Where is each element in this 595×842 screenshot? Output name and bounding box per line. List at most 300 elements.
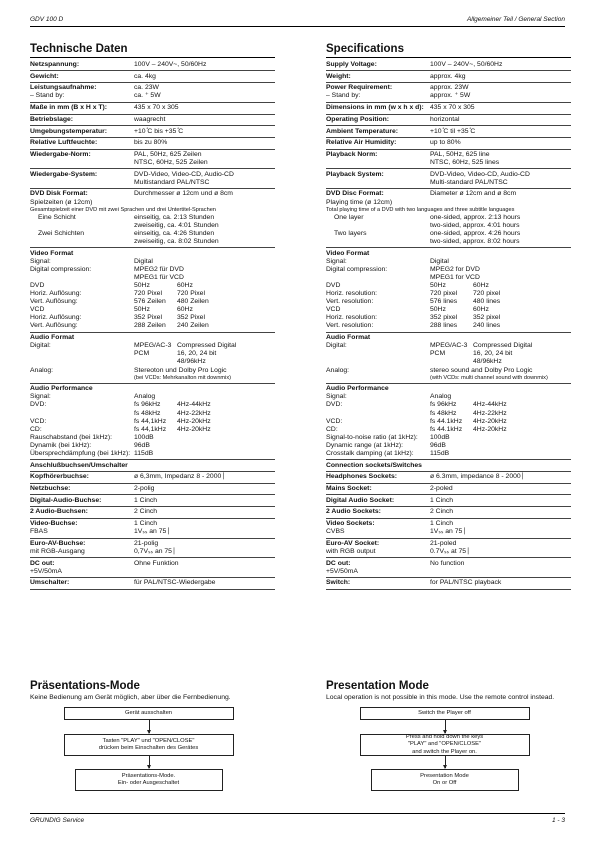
spec-value: 96dB: [430, 441, 446, 449]
spec-value: 1Vₛₛ an 75 ⎸: [134, 528, 175, 536]
spec-label: DC out:: [326, 559, 351, 567]
spec-row: [30, 159, 275, 167]
section-title: Technische Daten: [30, 41, 275, 58]
spec-row: [30, 179, 275, 187]
spec-label: mit RGB-Ausgang: [30, 547, 85, 555]
spec-label: [326, 410, 430, 418]
spec-row: [326, 528, 571, 536]
spec-value: [430, 314, 571, 322]
spec-label: Gewicht:: [30, 72, 59, 80]
spec-value-part: 352 pixel: [473, 314, 501, 322]
spec-label: Digital:: [326, 342, 347, 350]
spec-label: [30, 238, 134, 246]
spec-value: Multi-standard PAL/NTSC: [430, 178, 508, 186]
spec-label: Relative Air Humidity:: [326, 139, 397, 147]
flow-step-text: "PLAY" and "OPEN/CLOSE": [407, 741, 482, 748]
spec-label: Eine Schicht: [38, 213, 76, 221]
spec-column-german: [30, 41, 275, 590]
spec-row: [326, 247, 571, 257]
spec-value: 1 Cinch: [134, 520, 158, 528]
spec-label: Crosstalk damping (at 1kHz):: [326, 449, 414, 457]
spec-value: [134, 298, 275, 306]
spec-label: Playback Norm:: [326, 150, 378, 158]
spec-value: [430, 462, 571, 470]
spec-label: Digital-Audio-Buchse:: [30, 496, 102, 504]
spec-value: MPEG2 for DVD: [430, 265, 480, 273]
spec-label: Dynamic range (at 1kHz):: [326, 441, 404, 449]
spec-label: – Stand by:: [30, 92, 65, 100]
spec-label: Signal:: [30, 393, 51, 401]
spec-label: VCD:: [30, 417, 47, 425]
spec-label: Weight:: [326, 72, 351, 80]
presentation-description: Local operation is not possible in this mode. Use the remote control instead.: [326, 694, 555, 701]
spec-value-part: 352 Pixel: [134, 314, 162, 322]
spec-row: [326, 322, 571, 330]
spec-row: [30, 222, 275, 230]
spec-value: [134, 401, 275, 409]
spec-value: [430, 418, 571, 426]
spec-value-part: 60Hz: [473, 282, 489, 289]
spec-row: [326, 82, 571, 92]
spec-row: [326, 450, 571, 458]
spec-label: Digital Audio Socket:: [326, 496, 395, 504]
spec-label: [30, 159, 134, 167]
spec-row: [326, 410, 571, 418]
spec-label: Umgebungstemperatur:: [30, 127, 108, 135]
spec-label: Two layers: [334, 229, 367, 237]
presentation-flowchart: [30, 702, 275, 812]
spec-row: [326, 577, 571, 590]
spec-label: Vert. Auflösung:: [30, 322, 78, 330]
spec-row: [326, 442, 571, 450]
spec-row: [30, 577, 275, 590]
spec-label: Total playing time of a DVD with two languages and three subtitle languages: [326, 206, 515, 213]
flow-step-text: Tasten "PLAY" und "OPEN/CLOSE": [102, 737, 195, 744]
spec-label: Horiz. resolution:: [326, 290, 377, 298]
spec-value-part: 4Hz-44kHz: [473, 401, 507, 409]
spec-value: Analog: [134, 393, 156, 401]
spec-row: [30, 393, 275, 401]
spec-label: [30, 350, 134, 358]
flow-arrow-icon: [149, 756, 150, 768]
flow-step-box: [360, 707, 530, 720]
spec-value: Stereoton und Dolby Pro Logic: [134, 366, 227, 374]
spec-label: Wiedergabe-Norm:: [30, 150, 91, 158]
spec-value-part: 480 Zeilen: [177, 298, 209, 306]
spec-value: one-sided, approx. 2:13 hours: [430, 213, 521, 221]
spec-row: [30, 426, 275, 434]
spec-label: CD:: [30, 425, 42, 433]
spec-value: Multistandard PAL/NTSC: [134, 178, 210, 186]
spec-value: [134, 342, 275, 350]
spec-label: Supply Voltage:: [326, 61, 377, 68]
spec-label: DVD: [30, 282, 45, 289]
spec-value-part: 48/96kHz: [473, 358, 502, 366]
spec-row: [326, 332, 571, 342]
spec-value: [430, 568, 571, 576]
spec-label: Euro-AV Socket:: [326, 539, 380, 547]
footer-page-number: 1 - 3: [551, 817, 565, 824]
spec-row: [326, 306, 571, 314]
presentation-mode-english: [326, 679, 571, 812]
spec-value-part: PCM: [134, 350, 150, 358]
flow-step-text: Presentation Mode: [420, 772, 469, 779]
spec-value: MPEG1 für VCD: [134, 273, 184, 281]
spec-value: [430, 334, 571, 342]
spec-value: [430, 250, 571, 258]
header-model: GDV 100 D: [30, 16, 64, 23]
spec-value: [134, 290, 275, 298]
spec-value: [134, 568, 275, 576]
spec-value-part: 48/96kHz: [177, 358, 206, 366]
flow-step-text: Präsentations-Mode.: [121, 772, 176, 779]
spec-row: [326, 266, 571, 274]
spec-value: waagrecht: [134, 115, 166, 123]
section-title: Specifications: [326, 41, 571, 58]
spec-label: Zwei Schichten: [38, 229, 85, 237]
spec-row: [30, 230, 275, 238]
spec-row: [30, 548, 275, 556]
spec-value: 2 Cinch: [134, 508, 158, 516]
flow-step-text: drücken beim Einschalten des Gerätes: [98, 745, 199, 751]
spec-value: ø 6.3mm, impedance 8 - 2000 ⎸: [430, 473, 530, 481]
spec-label: [326, 350, 430, 358]
spec-row: [326, 274, 571, 282]
spec-value: [134, 462, 275, 470]
spec-row: [326, 548, 571, 556]
spec-label: FBAS: [30, 528, 48, 536]
spec-value: Digital: [430, 257, 449, 265]
spec-value-part: 352 Pixel: [177, 314, 205, 322]
spec-value: Digital: [134, 257, 153, 265]
spec-label: CVBS: [326, 528, 345, 536]
spec-label: Übersprechdämpfung (bei 1kHz):: [30, 449, 131, 457]
spec-row: [30, 70, 275, 80]
spec-row: [30, 442, 275, 450]
spec-value-part: Compressed Digital: [177, 342, 237, 350]
spec-row: [30, 314, 275, 322]
spec-label: Umschalter:: [30, 579, 70, 587]
spec-value-part: 60Hz: [177, 306, 193, 314]
spec-label: Relative Luftfeuchte:: [30, 139, 98, 147]
spec-label: DVD Disk Format:: [30, 190, 88, 198]
spec-row: [30, 518, 275, 528]
spec-label: Operating Position:: [326, 115, 390, 123]
spec-value: [134, 306, 275, 314]
spec-row: [326, 342, 571, 350]
spec-row: [30, 332, 275, 342]
flow-step-box: [371, 769, 519, 791]
spec-row: [30, 282, 275, 290]
spec-value: [430, 282, 571, 290]
spec-row: [30, 401, 275, 409]
spec-label: One layer: [334, 213, 364, 221]
spec-rows: [326, 61, 571, 590]
spec-row: [326, 393, 571, 401]
spec-row: [30, 506, 275, 516]
spec-value-part: 60Hz: [473, 306, 489, 314]
spec-label: Dimensions in mm (w x h x d):: [326, 104, 424, 112]
spec-value: PAL, 50Hz, 625 Zeilen: [134, 150, 202, 158]
spec-value-part: 240 lines: [473, 322, 501, 330]
spec-value: [430, 199, 571, 207]
spec-row: [30, 290, 275, 298]
spec-value-part: 576 Zeilen: [134, 298, 166, 306]
spec-value: approx. 23W: [430, 84, 469, 92]
spec-value: [514, 207, 571, 214]
spec-value-part: 720 Pixel: [177, 290, 205, 298]
presentation-title: Presentation Mode: [326, 680, 429, 692]
spec-value: [430, 401, 571, 409]
flow-arrow-icon: [445, 720, 446, 733]
spec-label: Audio Format: [326, 334, 371, 342]
spec-label: Digital compression:: [30, 265, 92, 273]
spec-value: [134, 385, 275, 393]
spec-row: [30, 266, 275, 274]
spec-label: Connection sockets/Switches: [326, 461, 422, 469]
spec-label: Horiz. Auflösung:: [30, 314, 82, 322]
spec-value-part: fs 48kHz: [134, 409, 161, 417]
spec-row: [326, 557, 571, 567]
spec-row: [30, 82, 275, 92]
spec-label: Horiz. resolution:: [326, 314, 377, 322]
spec-value-part: 50Hz: [134, 282, 150, 289]
spec-label: Headphones Sockets:: [326, 473, 398, 481]
spec-value: 435 x 70 x 305: [430, 104, 475, 112]
spec-label: [30, 222, 134, 230]
spec-value: 115dB: [430, 449, 450, 457]
spec-label: Netzbuchse:: [30, 485, 71, 493]
spec-value-part: fs 44.1kHz: [430, 417, 463, 425]
spec-row: [326, 506, 571, 516]
spec-value: No function: [430, 559, 465, 567]
spec-row: [326, 207, 571, 214]
spec-label: Audio Performance: [326, 385, 389, 393]
spec-value-part: 16, 20, 24 bit: [177, 350, 217, 358]
spec-value: 1Vₛₛ an 75 ⎸: [430, 528, 471, 536]
spec-value-part: MPEG/AC-3: [134, 342, 172, 350]
spec-row: [326, 418, 571, 426]
spec-row: [326, 230, 571, 238]
spec-value-part: 60Hz: [177, 282, 193, 289]
presentation-description: Keine Bedienung am Gerät möglich, aber über die Fernbedienung.: [30, 694, 231, 701]
spec-value-part: Compressed Digital: [473, 342, 533, 350]
spec-label: with RGB output: [326, 547, 376, 555]
spec-value: [430, 290, 571, 298]
spec-value-part: 720 pixel: [430, 290, 458, 298]
spec-rows: [30, 61, 275, 590]
spec-label: Signal-to-noise ratio (at 1kHz):: [326, 433, 418, 441]
spec-label: Video Sockets:: [326, 520, 375, 528]
flow-step-text: Switch the Player off: [418, 709, 471, 716]
presentation-flowchart: [326, 702, 571, 812]
spec-value: [134, 358, 275, 366]
spec-label: Wiedergabe-System:: [30, 170, 98, 178]
spec-value: 1 Cinch: [430, 520, 454, 528]
spec-value-part: fs 44,1kHz: [134, 425, 167, 433]
presentation-mode-german: [30, 679, 275, 812]
spec-value-part: 288 Zeilen: [134, 322, 166, 330]
spec-value: ø 6,3mm, Impedanz 8 - 2000 ⎸: [134, 473, 230, 481]
spec-label: Gesamtspielzeit einer DVD mit zwei Sprachen und drei Untertitel-Sprachen: [30, 206, 216, 213]
spec-row: [326, 538, 571, 548]
spec-row: [326, 125, 571, 135]
spec-value: [134, 314, 275, 322]
spec-value: Durchmesser ø 12cm und ø 8cm: [134, 190, 233, 198]
spec-value: [430, 426, 571, 434]
spec-value: +10 ̊C til +35 ̊C: [430, 127, 476, 135]
spec-value: [430, 298, 571, 306]
spec-value: [134, 250, 275, 258]
spec-value-part: 480 lines: [473, 298, 501, 306]
spec-label: [30, 274, 134, 282]
spec-label: Betriebslage:: [30, 115, 74, 123]
spec-row: [30, 322, 275, 330]
spec-value: (with VCDs: multi channel sound with downmix): [430, 374, 548, 381]
spec-value-part: MPEG/AC-3: [430, 342, 468, 350]
spec-value: 1 Cinch: [134, 496, 158, 504]
spec-row: [30, 418, 275, 426]
spec-row: [326, 214, 571, 222]
spec-label: Video-Buchse:: [30, 520, 78, 528]
spec-row: [326, 314, 571, 322]
spec-value: 100V – 240V~, 50/60Hz: [134, 61, 207, 68]
spec-value: 2-polig: [134, 485, 155, 493]
spec-value: 0,7Vₛₛ an 75 ⎸: [134, 547, 181, 555]
spec-value-part: fs 44.1kHz: [430, 425, 463, 433]
spec-value-part: 4Hz-22kHz: [177, 409, 211, 417]
spec-row: [30, 483, 275, 493]
spec-value: zweiseitig, ca. 8:02 Stunden: [134, 237, 219, 245]
spec-row: [30, 342, 275, 350]
spec-value: Ohne Funktion: [134, 559, 179, 567]
spec-value-part: 50Hz: [430, 306, 446, 314]
spec-row: [30, 450, 275, 458]
presentation-title: Präsentations-Mode: [30, 680, 140, 692]
spec-value: zweiseitig, ca. 4:01 Stunden: [134, 221, 219, 229]
spec-value: ca. 23W: [134, 84, 159, 92]
spec-value: Analog: [430, 393, 452, 401]
spec-row: [326, 114, 571, 124]
spec-value: [430, 350, 571, 358]
spec-value: NTSC, 60Hz, 525 Zeilen: [134, 159, 208, 166]
spec-row: [326, 426, 571, 434]
spec-value: [134, 350, 275, 358]
spec-label: Digital compression:: [326, 265, 388, 273]
flow-step-text: Ein- oder Ausgeschaltet: [117, 780, 180, 786]
spec-label: Vert. Auflösung:: [30, 298, 78, 306]
spec-row: [326, 471, 571, 481]
spec-row: [30, 410, 275, 418]
spec-label: VCD:: [326, 417, 343, 425]
spec-label: 2 Audio-Buchsen:: [30, 508, 88, 516]
spec-row: [326, 238, 571, 246]
spec-label: +5V/50mA: [30, 567, 62, 575]
spec-row: [326, 92, 571, 100]
spec-value-part: 288 lines: [430, 322, 458, 330]
spec-row: [30, 471, 275, 481]
spec-value: [134, 282, 275, 290]
spec-row: [326, 199, 571, 207]
spec-row: [30, 383, 275, 393]
spec-value: 0.7Vₛₛ at 75 ⎸: [430, 547, 475, 555]
spec-label: Euro-AV-Buchse:: [30, 539, 86, 547]
spec-label: [30, 375, 134, 382]
spec-value-part: 4Hz-20kHz: [473, 425, 507, 433]
spec-row: [326, 61, 571, 69]
spec-row: [326, 375, 571, 382]
spec-row: [30, 247, 275, 257]
spec-label: Maße in mm (B x H x T):: [30, 104, 108, 112]
spec-row: [326, 459, 571, 469]
spec-value-part: 720 Pixel: [134, 290, 162, 298]
spec-row: [30, 538, 275, 548]
spec-row: [30, 367, 275, 375]
spec-row: [326, 137, 571, 147]
spec-label: Dynamik (bei 1kHz):: [30, 441, 92, 449]
spec-label: DC out:: [30, 559, 55, 567]
spec-row: [30, 557, 275, 567]
spec-row: [30, 528, 275, 536]
spec-label: [30, 358, 134, 366]
spec-label: Signal:: [30, 257, 51, 265]
spec-value-part: 352 pixel: [430, 314, 458, 322]
spec-row: [30, 188, 275, 198]
spec-value-part: 50Hz: [430, 282, 446, 289]
spec-row: [326, 434, 571, 442]
spec-row: [30, 114, 275, 124]
spec-value: bis zu 80%: [134, 139, 168, 147]
spec-value: up to 80%: [430, 139, 461, 147]
spec-row: [30, 494, 275, 504]
spec-label: Mains Socket:: [326, 485, 372, 493]
spec-value: two-sided, approx. 4:01 hours: [430, 221, 520, 229]
flow-step-text: On or Off: [432, 780, 457, 786]
flow-step-text: Press and hold down the keys: [405, 733, 484, 740]
spec-label: Digital:: [30, 342, 51, 350]
spec-row: [326, 290, 571, 298]
page-footer: [30, 813, 565, 826]
spec-label: [326, 274, 430, 282]
spec-value: Diameter ø 12cm and ø 8cm: [430, 190, 517, 198]
spec-value-part: 4Hz-20kHz: [177, 425, 211, 433]
spec-row: [326, 159, 571, 167]
spec-row: [326, 494, 571, 504]
spec-value: ca. 4kg: [134, 72, 156, 80]
spec-value: 2 Cinch: [430, 508, 454, 516]
spec-row: [30, 274, 275, 282]
spec-value-part: 4Hz-22kHz: [473, 409, 507, 417]
spec-row: [30, 137, 275, 147]
spec-row: [30, 102, 275, 112]
spec-value: 115dB: [134, 449, 154, 457]
spec-row: [30, 207, 275, 214]
spec-label: DVD:: [30, 401, 47, 409]
spec-value: [430, 322, 571, 330]
spec-value: two-sided, approx. 8:02 hours: [430, 237, 520, 245]
spec-value: DVD-Video, Video-CD, Audio-CD: [134, 170, 234, 178]
spec-label: Signal:: [326, 393, 347, 401]
spec-label: [30, 410, 134, 418]
spec-value: 1 Cinch: [430, 496, 454, 504]
spec-column-english: [326, 41, 571, 590]
spec-row: [30, 375, 275, 382]
spec-label: DVD Disc Format:: [326, 190, 384, 198]
spec-label: [326, 358, 430, 366]
spec-row: [326, 568, 571, 576]
flow-arrow-icon: [149, 720, 150, 733]
spec-label: Netzspannung:: [30, 61, 80, 68]
